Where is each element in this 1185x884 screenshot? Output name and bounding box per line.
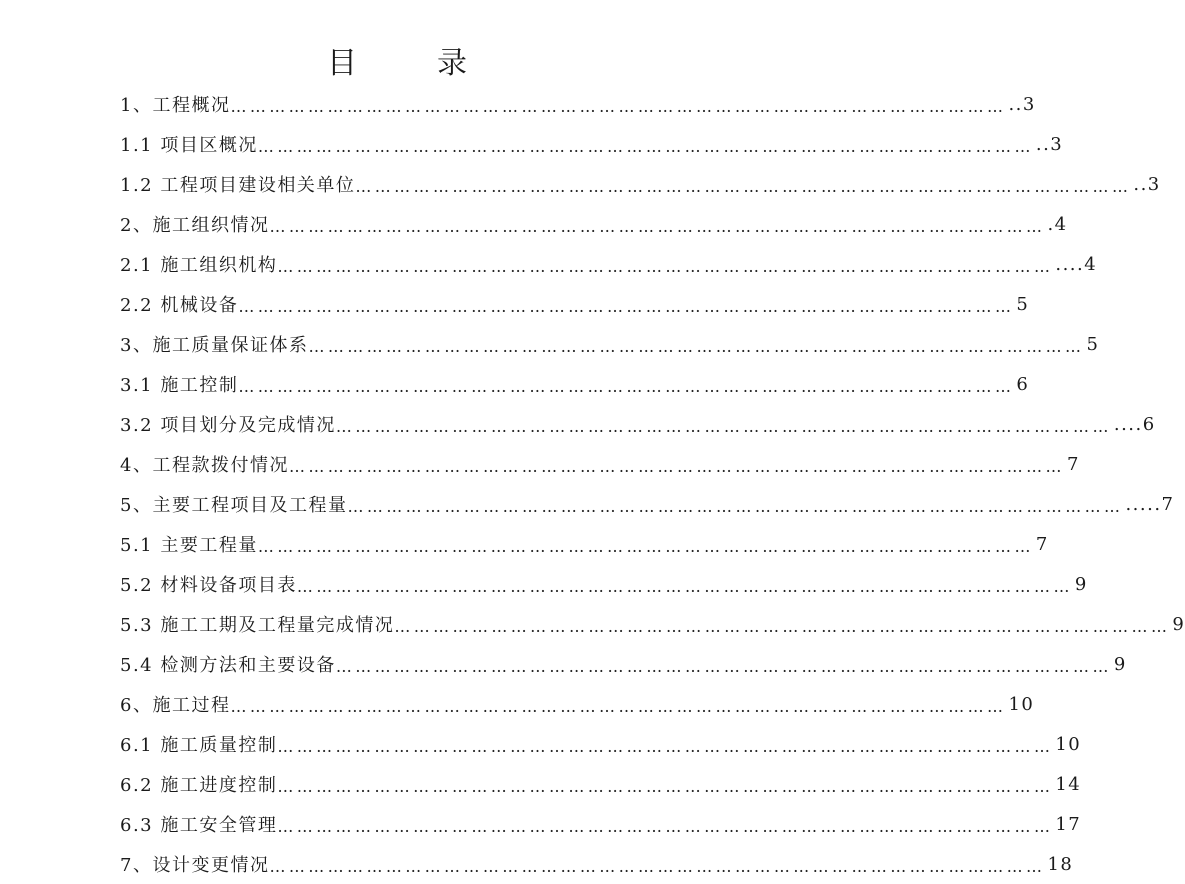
toc-entry-leader: ………………………………………………………………………………………………………… xyxy=(394,616,1171,636)
toc-entry[interactable] xyxy=(120,124,1064,164)
toc-entry-leader: ………………………………………………………………………………………………………… xyxy=(230,96,1007,116)
toc-entry-leader: ………………………………………………………………………………………………………… xyxy=(277,816,1054,836)
toc-entry[interactable] xyxy=(120,364,1030,404)
toc-entry-page: ....6 xyxy=(1113,413,1156,435)
toc-entry-page: ..3 xyxy=(1133,173,1161,195)
toc-entry-page: 17 xyxy=(1055,813,1082,835)
toc-entry-label: 5.4 检测方法和主要设备 xyxy=(120,655,336,676)
toc-entry[interactable] xyxy=(120,564,1088,604)
toc-entry-leader: ………………………………………………………………………………………………………… xyxy=(335,416,1112,436)
toc-entry-page: 10 xyxy=(1008,693,1035,715)
toc-entry-leader: ………………………………………………………………………………………………………… xyxy=(308,336,1085,356)
toc-entry-page: ..3 xyxy=(1008,93,1036,115)
toc-entry-leader: ………………………………………………………………………………………………………… xyxy=(288,456,1065,476)
toc-entry[interactable] xyxy=(120,604,1185,644)
toc-entry-page: 5 xyxy=(1016,293,1030,315)
title-char-left: 目 xyxy=(327,46,359,81)
toc-entry[interactable] xyxy=(120,84,1036,124)
toc-entry[interactable] xyxy=(120,284,1030,324)
toc-entry-leader: ………………………………………………………………………………………………………… xyxy=(238,296,1015,316)
toc-entry-label: 3、施工质量保证体系 xyxy=(120,335,309,356)
toc-entry-label: 5、主要工程项目及工程量 xyxy=(120,495,348,516)
toc-entry-label: 6.3 施工安全管理 xyxy=(120,815,278,836)
toc-entry-label: 3.2 项目划分及完成情况 xyxy=(120,415,336,436)
toc-entry-label: 2.1 施工组织机构 xyxy=(120,255,278,276)
toc-entry-page: 5 xyxy=(1086,333,1100,355)
toc-entry-page: 9 xyxy=(1113,653,1127,675)
title-char-right: 录 xyxy=(437,46,469,81)
toc-entry-label: 5.2 材料设备项目表 xyxy=(120,575,297,596)
toc-entry[interactable] xyxy=(120,204,1068,244)
toc-entry[interactable] xyxy=(120,404,1156,444)
toc-entry[interactable] xyxy=(120,804,1082,844)
toc-entry[interactable] xyxy=(120,524,1049,564)
toc-entry-page: .....7 xyxy=(1125,493,1175,515)
toc-entry-label: 6.1 施工质量控制 xyxy=(120,735,278,756)
toc-entry-leader: ………………………………………………………………………………………………………… xyxy=(257,536,1034,556)
toc-entry-page: 6 xyxy=(1016,373,1030,395)
toc-entry-leader: ………………………………………………………………………………………………………… xyxy=(269,856,1046,876)
toc-entry-page: 9 xyxy=(1172,613,1185,635)
toc-entry-leader: ………………………………………………………………………………………………………… xyxy=(355,176,1132,196)
toc-entry-leader: ………………………………………………………………………………………………………… xyxy=(335,656,1112,676)
toc-entry-label: 5.3 施工工期及工程量完成情况 xyxy=(120,615,395,636)
toc-entry[interactable] xyxy=(120,444,1080,484)
toc-entry-page: 7 xyxy=(1066,453,1080,475)
toc-entry[interactable] xyxy=(120,244,1098,284)
toc-entry-page: ..3 xyxy=(1035,133,1064,155)
toc-entry[interactable] xyxy=(120,164,1161,204)
toc-entry-page: .4 xyxy=(1047,213,1068,235)
toc-entry-leader: ………………………………………………………………………………………………………… xyxy=(347,496,1124,516)
toc-entry-page: 7 xyxy=(1035,533,1049,555)
toc-entry-leader: ………………………………………………………………………………………………………… xyxy=(277,256,1054,276)
toc-entry-label: 4、工程款拨付情况 xyxy=(120,455,289,476)
toc-entry-page: 9 xyxy=(1074,573,1088,595)
toc-entry[interactable] xyxy=(120,484,1175,524)
toc-entry-leader: ………………………………………………………………………………………………………… xyxy=(296,576,1073,596)
toc-entry[interactable] xyxy=(120,684,1035,724)
toc-entry-leader: ………………………………………………………………………………………………………… xyxy=(238,376,1015,396)
toc-entry-page: 18 xyxy=(1047,853,1074,875)
toc-entry[interactable] xyxy=(120,644,1127,684)
page-title xyxy=(0,38,796,82)
toc-entry[interactable] xyxy=(120,724,1082,764)
toc-entry-label: 1.1 项目区概况 xyxy=(120,135,258,156)
toc-entry-label: 7、设计变更情况 xyxy=(120,855,270,876)
toc-entry-page: ....4 xyxy=(1055,253,1098,275)
toc-entry[interactable] xyxy=(120,844,1074,884)
toc-entry-leader: ………………………………………………………………………………………………………… xyxy=(277,776,1054,796)
toc-entry-label: 2.2 机械设备 xyxy=(120,295,239,316)
toc-entry-label: 3.1 施工控制 xyxy=(120,375,239,396)
toc-entry-leader: ………………………………………………………………………………………………………… xyxy=(269,216,1046,236)
toc-entry[interactable] xyxy=(120,324,1100,364)
toc-entry-label: 6.2 施工进度控制 xyxy=(120,775,278,796)
toc-entry-page: 10 xyxy=(1055,733,1082,755)
toc-entry-page: 14 xyxy=(1055,773,1082,795)
toc-entry[interactable] xyxy=(120,764,1082,804)
toc-entry-label: 1.2 工程项目建设相关单位 xyxy=(120,175,356,196)
toc-entry-label: 6、施工过程 xyxy=(120,695,231,716)
toc-entry-label: 2、施工组织情况 xyxy=(120,215,270,236)
toc-entry-label: 5.1 主要工程量 xyxy=(120,535,258,556)
toc-entry-leader: ………………………………………………………………………………………………………… xyxy=(257,136,1034,156)
toc-entry-label: 1、工程概况 xyxy=(120,95,231,116)
toc-entry-leader: ………………………………………………………………………………………………………… xyxy=(230,696,1007,716)
toc-entry-leader: ………………………………………………………………………………………………………… xyxy=(277,736,1054,756)
